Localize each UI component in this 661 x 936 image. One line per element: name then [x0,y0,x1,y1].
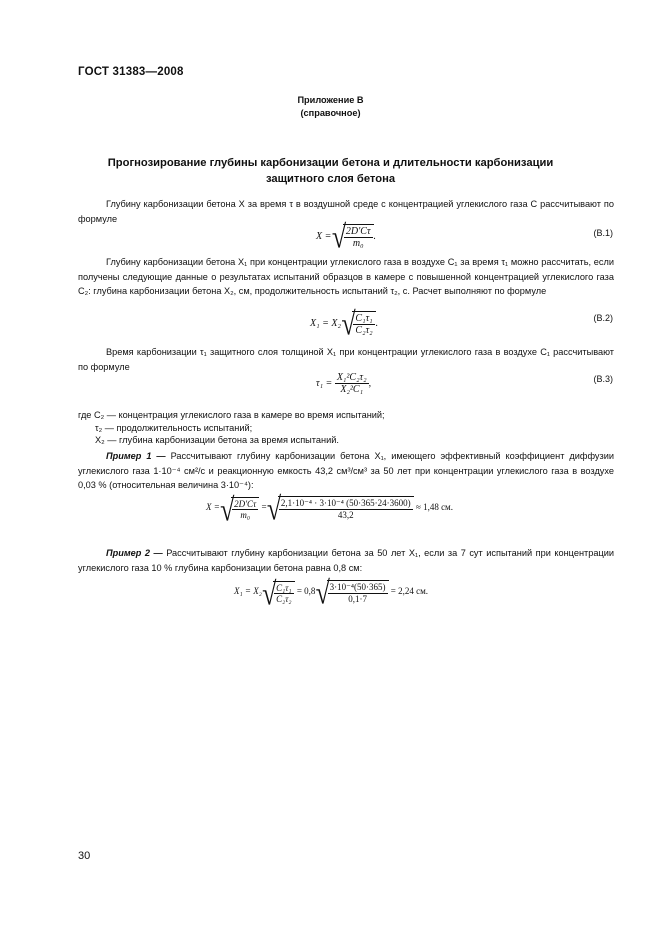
paragraph-3: Время карбонизации τ₁ защитного слоя толщиной X₁ при концентрации углекислого газа в воздухе C₁ рассчитывают по формуле [78,347,614,372]
formula-b3-denominator: X₂²C₁ [340,384,364,395]
formula-b3-numerator: X₁²C₂τ₂ [336,372,367,383]
page-number: 30 [78,850,91,862]
example-2-text: Пример 2 — Рассчитывают глубину карбонизации бетона за 50 лет X₁, если за 7 сут испытаний при концентрации углекислого газа 10 % глубина карбонизации бетона равна 0,8 см: [78,548,614,573]
equation-label-b2: (В.2) [593,313,613,323]
section-title-line2: защитного слоя бетона [265,173,396,185]
document-header: ГОСТ 31383—2008 [78,66,184,78]
formula-b1: X = √ $\frac{2D'C\tau}{\text{m₀}}$ . [316,224,376,249]
paragraph-2: Глубину карбонизации бетона X₁ при концентрации углекислого газа в воздухе C₁ за время τ₁ можно рассчитать, если получены следующие данные о результатах испытаний образцов в камере с повышенной концентрацией углекислого газа C₂: глубина карбонизации бетона X₂, см, продолжительность испытаний τ₂, с. Расчет выполняют по формуле [78,257,614,296]
example-2-label: Пример 2 — [106,548,163,558]
example-1-text: Пример 1 — Рассчитывают глубину карбонизации бетона X₁, имеющего эффективный коэффициент диффузии углекислого газа 1·10⁻⁴ см²/с и реакционную емкость 43,2 см³/см³ за 50 лет при концентрации углекислого газа в воздухе 0,03 % (относительная величина 3·10⁻⁴): [78,451,614,490]
equation-label-b3: (В.3) [593,374,613,384]
formula-b1-numerator: √ 2D′Cτ [345,226,371,237]
appendix-title: Приложение В [297,95,364,105]
example-2-formula: X₁ = X₂ √ $\frac{\text{C₁τ₁}}{\text{C₂τ₂}}$ = 0,8 √ $\frac{\text{3·10⁻⁴(50·365)}}{0,1\cdot 7}$ = 2,24 см. [234,580,428,604]
section-title-line1: Прогнозирование глубины карбонизации бетона и длительности карбонизации [107,157,554,169]
where-item-2: τ₂ — продолжительность испытаний; [95,423,253,433]
example-1-formula: X = √ $\frac{2D'C\tau}{\text{m₀}}$ = √ $\frac{\text{2,1·10⁻⁴ · 3·10⁻⁴ (50·365·24·3600)}}{43,2}$ ≈ 1,48 см. [206,496,453,520]
formula-b1-denominator: m₀ [352,238,364,249]
example-1-label: Пример 1 — [106,451,166,461]
where-item-1: где C₂ — концентрация углекислого газа в камере во время испытаний; [78,410,385,420]
formula-b2-numerator: √ C₁τ₁ [355,313,373,324]
formula-b2-lhs: X₁ = X₂ [310,317,341,329]
formula-b2: X₁ = X₂ √ $\frac{\text{C₁τ₁}}{\text{C₂τ₂}}$ . [310,311,378,336]
formula-b3: τ₁ = $\frac{\text{X₁²C₂τ₂}}{\text{X₂²C₁}}$ , [316,372,372,395]
paragraph-1: Глубину карбонизации бетона X за время τ в воздушной среде с концентрацией углекислого газа C рассчитывают по формуле [78,199,614,224]
formula-b2-denominator: C₂τ₂ [355,325,373,336]
where-item-3: X₂ — глубина карбонизации бетона за время испытаний. [95,435,339,445]
equation-label-b1: (В.1) [593,228,613,238]
appendix-note: (справочное) [300,108,361,118]
formula-b3-lhs: τ₁ = [316,377,333,389]
formula-b1-lhs: X = [316,230,332,242]
